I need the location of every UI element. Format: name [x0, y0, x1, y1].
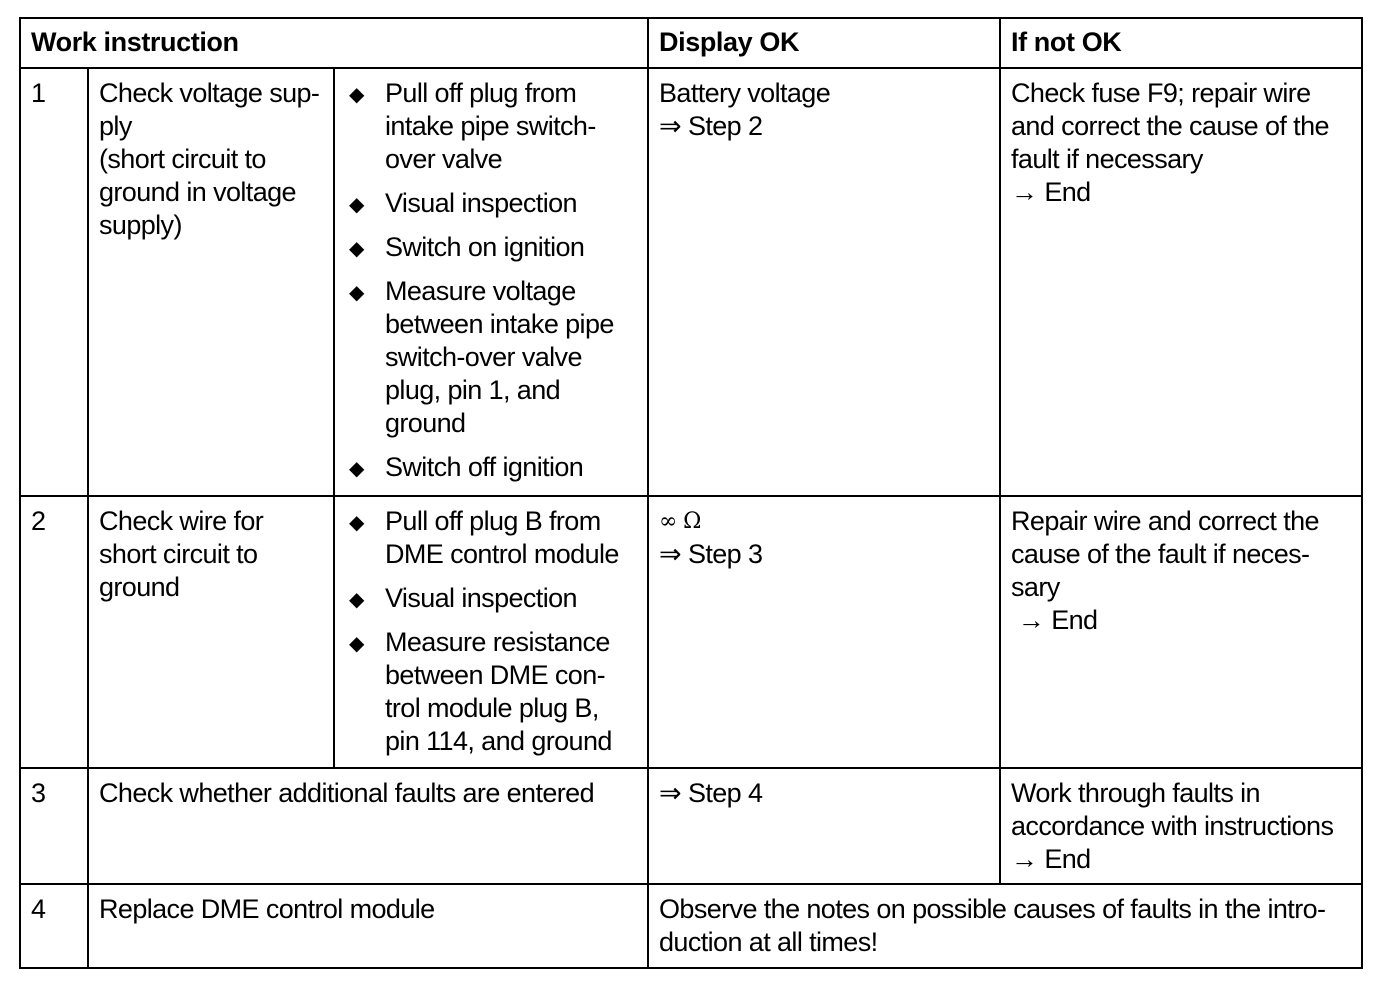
step-number: 1	[20, 68, 88, 496]
list-item: ◆ Switch on ignition	[345, 231, 637, 264]
step-description: Check whether additional faults are entered	[88, 768, 648, 884]
diamond-bullet-icon: ◆	[349, 458, 364, 480]
description-line: ply	[99, 111, 132, 141]
list-item: ◆ Pull off plug from intake pipe switch- over valve	[349, 78, 596, 174]
diamond-bullet-icon: ◆	[349, 194, 364, 216]
description-line: Check voltage sup-	[99, 78, 320, 108]
list-item: ◆ Visual inspection	[345, 187, 637, 220]
list-item: ◆ Measure voltage between intake pipe switch-over valve plug, pin 1, and ground	[349, 276, 614, 438]
diamond-bullet-icon: ◆	[349, 282, 364, 304]
table-row	[20, 768, 1362, 884]
step-actions	[334, 496, 648, 768]
infinity-ohm-value: ∞ Ω	[659, 509, 701, 534]
description-line: supply)	[99, 210, 182, 240]
if-not-ok-cell: Repair wire and correct the cause of the fault if neces- sary → End	[1000, 496, 1362, 768]
header-display-ok: Display OK	[648, 18, 1000, 68]
description-line: ground in voltage	[99, 177, 296, 207]
note-cell: Observe the notes on possible causes of faults in the intro- duction at all times!	[648, 884, 1362, 968]
list-item: ◆ Visual inspection	[345, 582, 637, 615]
header-work-instruction: Work instruction	[20, 18, 648, 68]
if-not-ok-cell: Check fuse F9; repair wire and correct the cause of the fault if necessary → End	[1000, 68, 1362, 496]
table-row	[20, 884, 1362, 968]
if-not-ok-cell: Work through faults in accordance with instructions → End	[1000, 768, 1362, 884]
step-number: 3	[20, 768, 88, 884]
action-list	[345, 77, 637, 484]
list-item: ◆ Measure resistance between DME con- trol module plug B, pin 114, and ground	[349, 627, 612, 756]
list-item: ◆ Pull off plug B from DME control module	[349, 506, 619, 569]
table-row	[20, 496, 1362, 768]
work-instruction-table	[19, 17, 1363, 969]
step-number: 2	[20, 496, 88, 768]
description-line: (short circuit to	[99, 144, 266, 174]
table-row	[20, 68, 1362, 496]
step-description	[88, 68, 334, 496]
diamond-bullet-icon: ◆	[349, 84, 364, 106]
diamond-bullet-icon: ◆	[349, 633, 364, 655]
display-ok-cell: ⇒ Step 4	[648, 768, 1000, 884]
header-if-not-ok: If not OK	[1000, 18, 1362, 68]
diamond-bullet-icon: ◆	[349, 512, 364, 534]
step-number: 4	[20, 884, 88, 968]
header-row	[20, 18, 1362, 68]
step-actions	[334, 68, 648, 496]
display-ok-cell: Battery voltage ⇒ Step 2	[648, 68, 1000, 496]
step-description: Replace DME control module	[88, 884, 648, 968]
diamond-bullet-icon: ◆	[349, 238, 364, 260]
diamond-bullet-icon: ◆	[349, 589, 364, 611]
step-description: Check wire for short circuit to ground	[88, 496, 334, 768]
display-ok-cell: ∞ Ω ⇒ Step 3	[648, 496, 1000, 768]
action-list	[345, 505, 637, 758]
list-item: ◆ Switch off ignition	[345, 451, 637, 484]
